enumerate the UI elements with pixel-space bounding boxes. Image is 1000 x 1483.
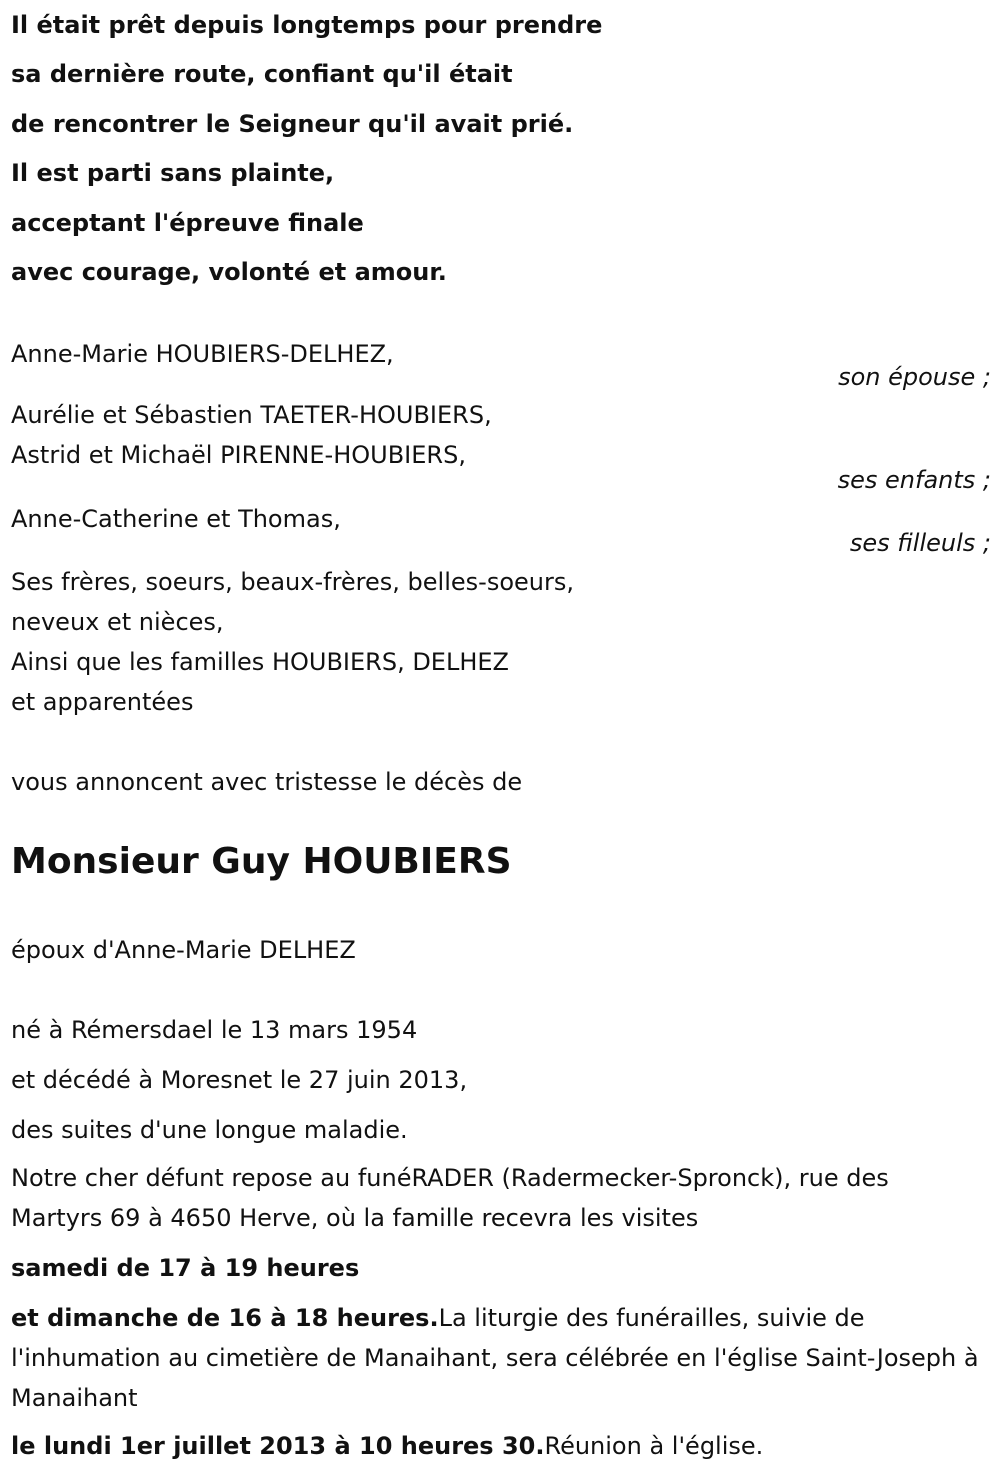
poem-line-3: de rencontrer le Seigneur qu'il avait prié. xyxy=(11,110,574,138)
visit-saturday: samedi de 17 à 19 heures xyxy=(11,1254,360,1282)
child-1: Aurélie et Sébastien TAETER-HOUBIERS, xyxy=(11,401,492,429)
poem-line-5: acceptant l'épreuve finale xyxy=(11,209,364,237)
spouse-role: son épouse ; xyxy=(838,363,991,391)
poem-line-2: sa dernière route, confiant qu'il était xyxy=(11,60,513,88)
funeral-line xyxy=(11,1431,763,1461)
visit-sunday: et dimanche de 16 à 18 heures. xyxy=(11,1304,439,1332)
poem-line-4: Il est parti sans plainte, xyxy=(11,159,335,187)
visitation-paragraph: Notre cher défunt repose au funéRADER (Radermecker-Spronck), rue des Martyrs 69 à 4650 Herve, où la famille recevra les visites xyxy=(11,1164,889,1232)
child-2: Astrid et Michaël PIRENNE-HOUBIERS, xyxy=(11,441,466,469)
liturgy-paragraph xyxy=(11,1298,986,1418)
others-line-3: Ainsi que les familles HOUBIERS, DELHEZ xyxy=(11,648,509,676)
others-line-1: Ses frères, soeurs, beaux-frères, belles-soeurs, xyxy=(11,568,574,596)
announcement: vous annoncent avec tristesse le décès de xyxy=(11,768,523,796)
birth-line: né à Rémersdael le 13 mars 1954 xyxy=(11,1016,418,1044)
poem-line-6: avec courage, volonté et amour. xyxy=(11,258,447,286)
deceased-name: Monsieur Guy HOUBIERS xyxy=(11,841,512,882)
poem-line-1: Il était prêt depuis longtemps pour prendre xyxy=(11,11,603,39)
godchildren-role: ses filleuls ; xyxy=(849,529,991,557)
death-line: et décédé à Moresnet le 27 juin 2013, xyxy=(11,1066,468,1094)
cause-line: des suites d'une longue maladie. xyxy=(11,1116,408,1144)
meeting-text: Réunion à l'église. xyxy=(544,1432,764,1460)
funeral-date: le lundi 1er juillet 2013 à 10 heures 30. xyxy=(11,1432,545,1460)
others-line-4: et apparentées xyxy=(11,688,194,716)
liturgy-text: La liturgie des funérailles, suivie de l'inhumation au cimetière de Manaihant, sera célébrée en l'église Saint-Joseph à Manaihant xyxy=(11,1304,979,1412)
spouse-name: Anne-Marie HOUBIERS-DELHEZ, xyxy=(11,340,394,368)
godchildren: Anne-Catherine et Thomas, xyxy=(11,505,341,533)
spouse-line: époux d'Anne-Marie DELHEZ xyxy=(11,936,356,964)
others-line-2: neveux et nièces, xyxy=(11,608,224,636)
children-role: ses enfants ; xyxy=(837,466,991,494)
